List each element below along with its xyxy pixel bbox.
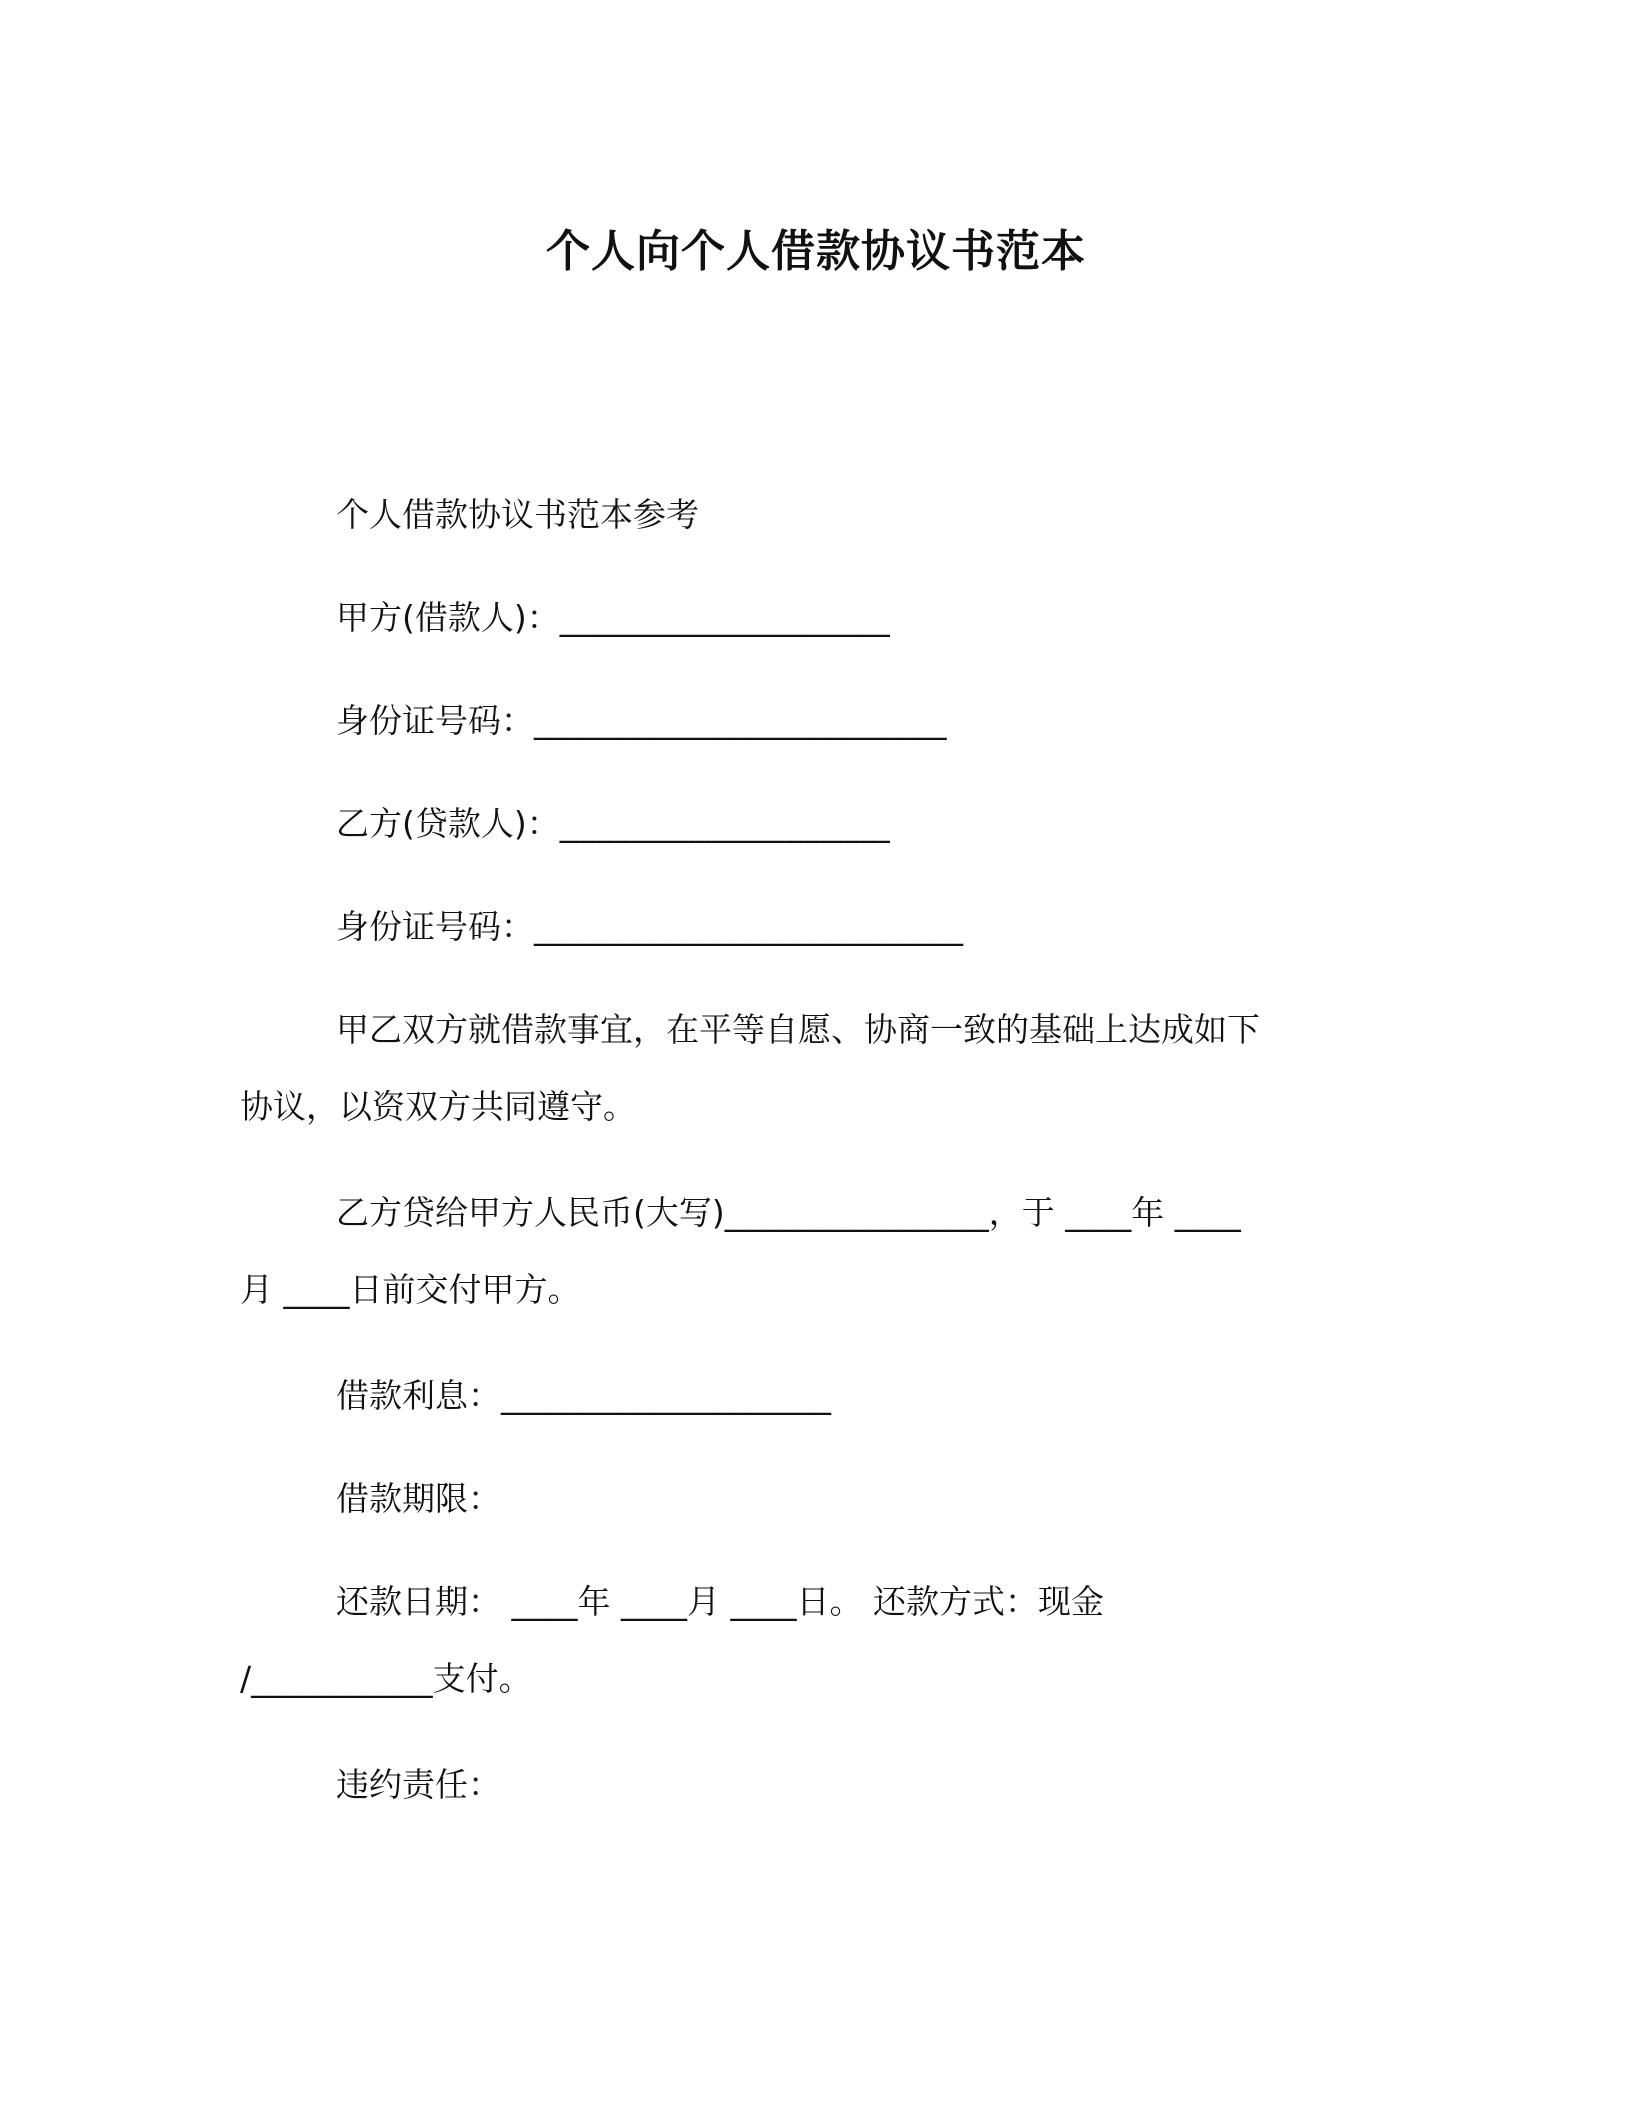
subtitle — [240, 493, 1380, 537]
agreement-paragraph-line1 — [240, 1008, 1380, 1052]
party-b-id-line — [240, 905, 1380, 949]
loan-paragraph-line1 — [240, 1191, 1380, 1235]
liability-line — [240, 1763, 1380, 1807]
party-a-line — [240, 596, 1380, 640]
party-b-text: 乙方(贷款人)：____________________ — [336, 804, 890, 843]
party-a-id-line — [240, 699, 1380, 743]
party-a-text: 甲方(借款人)：____________________ — [336, 598, 890, 637]
interest-text: 借款利息：____________________ — [336, 1376, 831, 1415]
repayment-line1 — [240, 1580, 1380, 1624]
interest-line — [240, 1374, 1380, 1418]
document-title: 个人向个人借款协议书范本 — [546, 226, 1086, 277]
term-line — [240, 1477, 1380, 1521]
subtitle-text: 个人借款协议书范本参考 — [336, 495, 699, 534]
repayment-text-2: /___________支付。 — [240, 1659, 532, 1698]
repayment-text-1: 还款日期： ____年 ____月 ____日。 还款方式：现金 — [336, 1582, 1104, 1621]
term-text: 借款期限： — [336, 1479, 501, 1518]
loan-text-2: 月 ____日前交付甲方。 — [240, 1270, 581, 1309]
liability-text: 违约责任： — [336, 1765, 501, 1804]
party-b-id-text: 身份证号码：__________________________ — [336, 907, 963, 946]
agreement-text-2: 协议，以资双方共同遵守。 — [240, 1087, 636, 1126]
party-b-line — [240, 802, 1380, 846]
agreement-text-1: 甲乙双方就借款事宜，在平等自愿、协商一致的基础上达成如下 — [336, 1010, 1260, 1049]
repayment-line2 — [240, 1657, 1380, 1701]
loan-paragraph-line2 — [240, 1268, 1380, 1312]
loan-text-1: 乙方贷给甲方人民币(大写)________________，于 ____年 ____ — [336, 1193, 1241, 1232]
party-a-id-text: 身份证号码：_________________________ — [336, 701, 947, 740]
agreement-paragraph-line2 — [240, 1085, 1380, 1129]
